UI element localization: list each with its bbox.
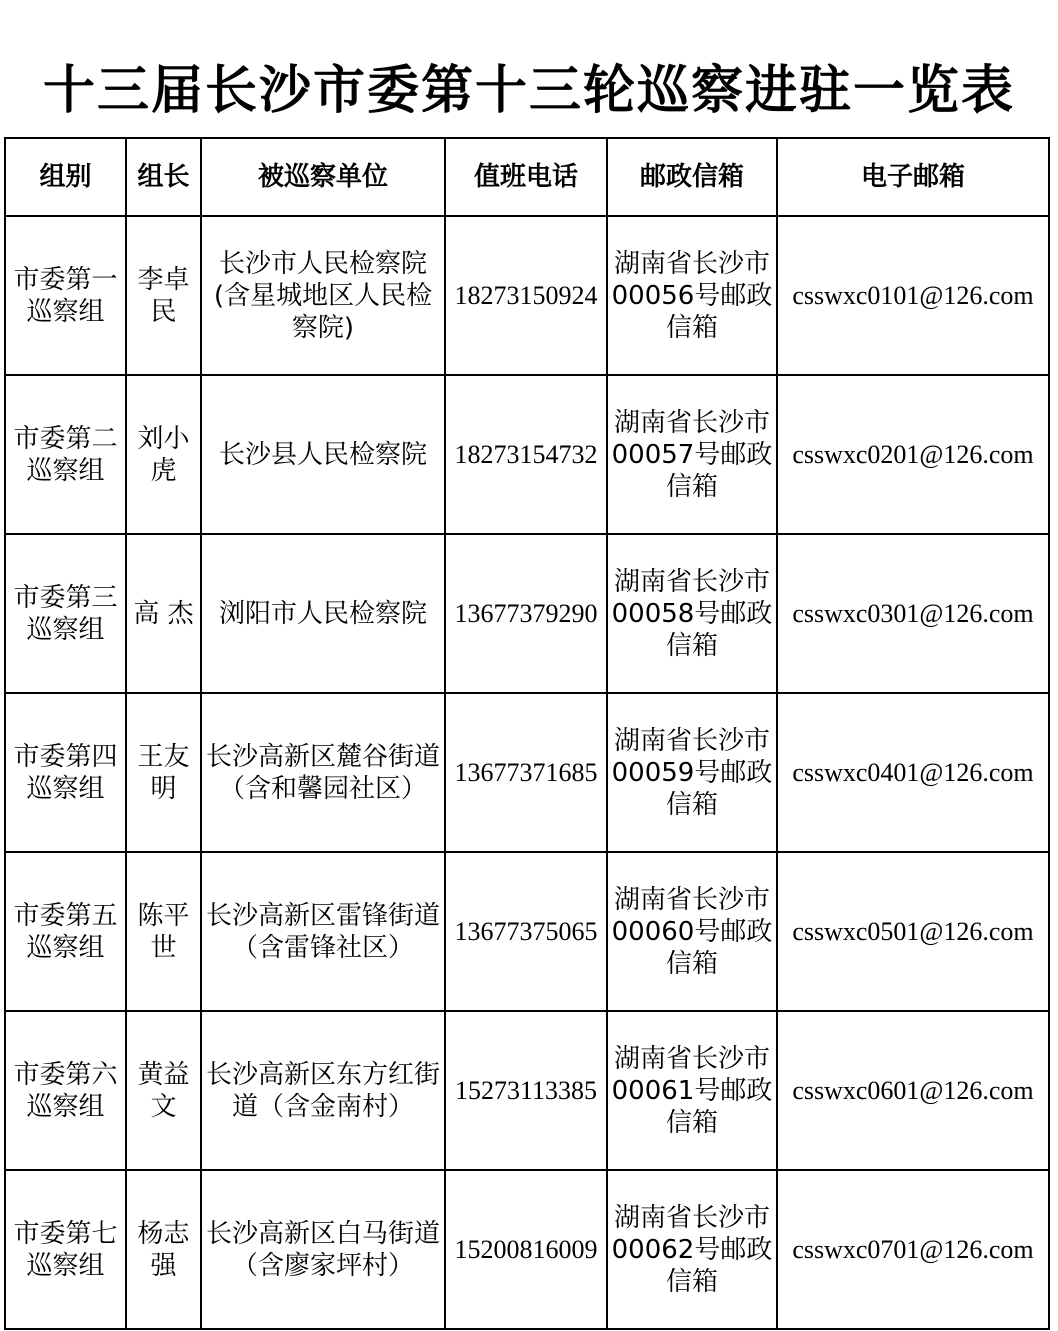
group-cell: 市委第六巡察组 [5,1011,126,1170]
leader-cell: 杨志强 [126,1170,201,1329]
duty-phone-cell: 13677379290 [445,534,607,693]
leader-cell: 陈平世 [126,852,201,1011]
group-cell: 市委第七巡察组 [5,1170,126,1329]
inspected-unit-cell: 长沙高新区雷锋街道（含雷锋社区） [201,852,445,1011]
group-cell: 市委第一巡察组 [5,216,126,375]
inspected-unit-cell: 长沙高新区白马街道（含廖家坪村） [201,1170,445,1329]
group-cell: 市委第四巡察组 [5,693,126,852]
header-po-box: 邮政信箱 [607,138,777,216]
header-group: 组别 [5,138,126,216]
table-row [5,693,1049,852]
duty-phone-cell: 13677371685 [445,693,607,852]
po-box-cell: 湖南省长沙市00060号邮政信箱 [607,852,777,1011]
inspected-unit-cell: 浏阳市人民检察院 [201,534,445,693]
leader-cell: 王友明 [126,693,201,852]
group-cell: 市委第二巡察组 [5,375,126,534]
email-cell: csswxc0601@126.com [777,1011,1049,1170]
header-leader: 组长 [126,138,201,216]
table-row [5,216,1049,375]
po-box-cell: 湖南省长沙市00057号邮政信箱 [607,375,777,534]
table-row [5,852,1049,1011]
duty-phone-cell: 18273150924 [445,216,607,375]
inspected-unit-cell: 长沙市人民检察院(含星城地区人民检察院) [201,216,445,375]
inspected-unit-cell: 长沙高新区东方红街道（含金南村） [201,1011,445,1170]
leader-cell: 李卓民 [126,216,201,375]
document-title: 十三届长沙市委第十三轮巡察进驻一览表 [42,60,1015,121]
email-cell: csswxc0401@126.com [777,693,1049,852]
duty-phone-cell: 18273154732 [445,375,607,534]
email-cell: csswxc0101@126.com [777,216,1049,375]
group-cell: 市委第三巡察组 [5,534,126,693]
table-row [5,1011,1049,1170]
header-duty-phone: 值班电话 [445,138,607,216]
po-box-cell: 湖南省长沙市00062号邮政信箱 [607,1170,777,1329]
inspection-roster-table [4,137,1050,1330]
table-row [5,1170,1049,1329]
leader-cell: 高 杰 [126,534,201,693]
po-box-cell: 湖南省长沙市00056号邮政信箱 [607,216,777,375]
duty-phone-cell: 15200816009 [445,1170,607,1329]
group-cell: 市委第五巡察组 [5,852,126,1011]
table-header-row [5,138,1049,216]
inspected-unit-cell: 长沙高新区麓谷街道（含和馨园社区） [201,693,445,852]
duty-phone-cell: 13677375065 [445,852,607,1011]
email-cell: csswxc0201@126.com [777,375,1049,534]
email-cell: csswxc0501@126.com [777,852,1049,1011]
header-inspected-unit: 被巡察单位 [201,138,445,216]
table-row [5,534,1049,693]
po-box-cell: 湖南省长沙市00059号邮政信箱 [607,693,777,852]
inspected-unit-cell: 长沙县人民检察院 [201,375,445,534]
po-box-cell: 湖南省长沙市00058号邮政信箱 [607,534,777,693]
duty-phone-cell: 15273113385 [445,1011,607,1170]
email-cell: csswxc0701@126.com [777,1170,1049,1329]
po-box-cell: 湖南省长沙市00061号邮政信箱 [607,1011,777,1170]
header-email: 电子邮箱 [777,138,1049,216]
leader-cell: 刘小虎 [126,375,201,534]
leader-cell: 黄益文 [126,1011,201,1170]
table-row [5,375,1049,534]
email-cell: csswxc0301@126.com [777,534,1049,693]
